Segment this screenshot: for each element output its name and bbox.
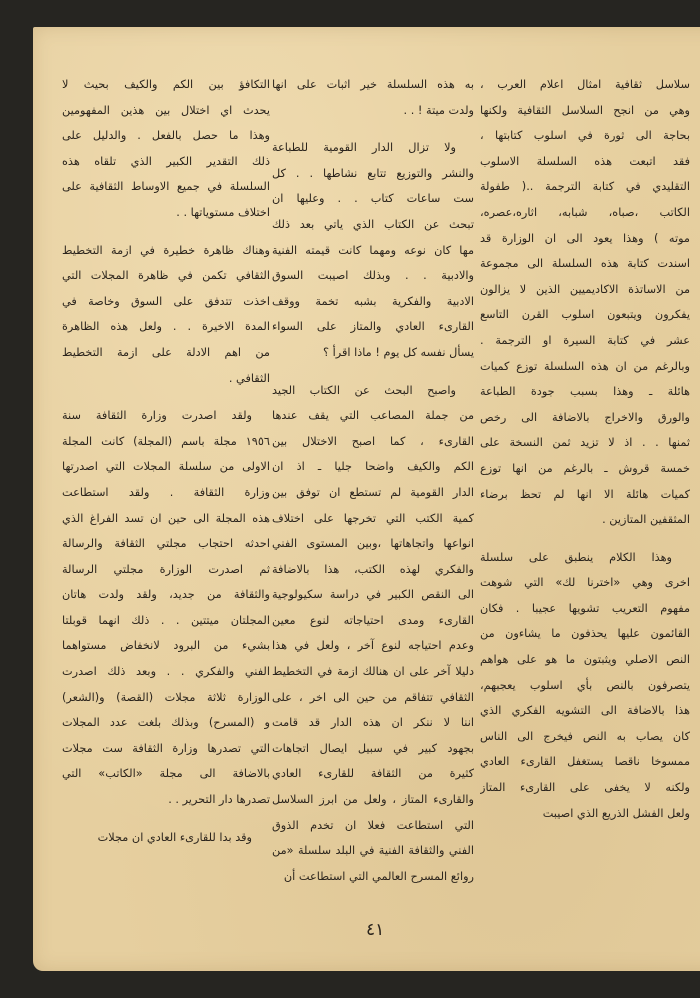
text-line: تصدرها دار التحرير . . [168, 793, 270, 807]
text-line: المجلتان ميتتين . . ذلك انهما قوبلتا [62, 613, 270, 627]
text-line: والورق والاخراج بالاضافة الى رخص [480, 410, 690, 424]
text-line: ثم اصدرت الوزارة مجلتي الرسالة [62, 562, 270, 576]
text-line: ست ساعات كتاب . . وعليها ان [272, 192, 474, 206]
text-line: بحاجة الى ثورة في اسلوب كتابتها ، [480, 129, 690, 143]
text-line: الى النقص الكبير في دراسة سكيولوجية [272, 588, 474, 602]
text-line: يفكرون ويتبعون اسلوب القرن التاسع [480, 308, 690, 322]
paragraph-gap [480, 533, 690, 545]
text-line: كان يصاب به النص فيخرج الى الناس [480, 729, 690, 743]
text-line: التي تصدرها وزارة الثقافة ست مجلات [62, 741, 270, 755]
text-line: الكاتب ،صباه، شبابه، اثاره،عصره، [480, 205, 690, 219]
text-line: القارىء العادي والمتاز على السواء [272, 320, 474, 334]
text-line: وزارة الثقافة . ولقد استطاعت [62, 485, 270, 499]
text-line: الفني والفكري . . وبعد ذلك اصدرت [62, 665, 270, 679]
text-column-right [480, 72, 690, 826]
text-line: الاولى من سلسلة المجلات التي اصدرتها [62, 460, 270, 474]
text-line: القائمون عليها يحذفون ما يشاءون من [480, 627, 690, 641]
text-line: الثقافي . [228, 371, 270, 385]
text-line: بجهود كبير في سبيل ايصال اتجاهات [272, 741, 474, 755]
text-line: خمسة قروش ـ بالرغم من انها توزع [480, 461, 690, 475]
text-line: المدة الاخيرة . . ولعل هذه الظاهرة [62, 320, 270, 334]
text-line: والثقافة من جديد، ولقد ولدت هاتان [62, 588, 270, 602]
paragraph [272, 72, 474, 123]
text-line: فقد اتبعت هذه السلسلة الاسلوب [480, 154, 690, 168]
text-line: ثمنها . . اذ لا تزيد ثمن النسخة على [480, 436, 690, 450]
text-line: تبحث عن الكتاب الذي ياتي بعد ذلك [272, 217, 474, 231]
text-line: يسأل نفسه كل يوم ! ماذا اقرأ ؟ [322, 345, 474, 359]
paragraph [62, 825, 270, 851]
text-line: السلسلة في جميع الاوساط الثقافية على [62, 180, 270, 194]
text-column-left [62, 72, 270, 850]
text-line: ولدت ميتة ! . . [403, 103, 474, 117]
paragraph [480, 545, 690, 827]
text-line: روائع المسرح العالمي التي استطاعت أن [283, 869, 474, 883]
paragraph [272, 135, 474, 365]
text-line: يتصرفون بالنص بأي اسلوب يعجبهم، [480, 678, 690, 692]
text-line: من اهم الادلة على ازمة التخطيط [62, 345, 270, 359]
text-line: التي استطاعت فعلا ان تخدم الذوق [272, 818, 474, 832]
paragraph-gap [62, 813, 270, 825]
text-line: كمية الكتب التي تخرجها على اختلاف [272, 511, 474, 525]
text-line: الفني والثقافة الفنية في البلد سلسلة «من [272, 844, 474, 858]
text-line: القارىء ومدى احتياجاته لنوع معين [272, 613, 474, 627]
text-line: الادبية والفكرية بشبه تخمة ووقف [272, 294, 474, 308]
paragraph [480, 72, 690, 533]
text-line: المثقفين المتازين . [602, 513, 690, 527]
text-line: ولا تزال الدار القومية للطباعة [272, 141, 456, 155]
text-line: ذلك التقدير الكبير الذي تلقاه هذه [62, 154, 270, 168]
text-line: انواعها واتجاهاتها ،وبين المستوى الفني [272, 537, 474, 551]
text-line: مفهوم التعريب تشويها عجيبا . فكان [480, 601, 690, 615]
text-line: هائلة ـ وهذا بسبب جودة الطباعة [480, 385, 690, 399]
text-line: اسندت كتابة هذه السلسلة الى مجموعة [480, 257, 690, 271]
text-line: والنشر والتوزيع تتابع نشاطها . . كل [272, 166, 474, 180]
paragraph [62, 238, 270, 392]
text-line: وهناك ظاهرة خطيرة في ازمة التخطيط [62, 243, 270, 257]
paragraph-gap [62, 226, 270, 238]
text-line: عشر في كتابة السيرة او الترجمة . [480, 333, 690, 347]
text-line: كميات هائلة الا انها لم تحظ برضاء [480, 487, 690, 501]
text-line: الوزارة ثلاثة مجلات (القصة) و(الشعر) [62, 690, 270, 704]
text-line: اخذت تتدفق على السوق وخاصة في [62, 294, 270, 308]
text-line: وهي من انجح السلاسل الثقافية ولكنها [480, 103, 690, 117]
text-line: الكم والكيف واضحا جليا ـ اذ ان [272, 460, 474, 474]
text-line: النص الاصلي ويثبتون ما هو على هواهم [480, 653, 690, 667]
text-line: به هذه السلسلة خير اثبات على انها [272, 78, 474, 91]
text-line: واصبح البحث عن الكتاب الجيد [272, 383, 456, 397]
text-line: من الاساتذة الاكاديميين الذين لا يزالون [480, 282, 690, 296]
text-line: سلاسل ثقافية امثال اعلام العرب ، [480, 78, 690, 91]
text-line: اخرى وهي «اخترنا لك» التي شوهت [480, 576, 690, 590]
text-line: مها كان نوعه ومهما كانت قيمته الفنية [272, 243, 474, 257]
text-line: التكافؤ بين الكم والكيف بحيث لا [62, 78, 270, 91]
paragraph [272, 378, 474, 890]
text-line: اننا لا ننكر ان هذه الدار قد قامت [272, 716, 474, 730]
text-line: بالاضافة الى مجلة «الكاتب» التي [62, 767, 270, 781]
paragraph-gap [62, 391, 270, 403]
paragraph-gap [272, 366, 474, 378]
text-line: بشيء من البرود لانخفاض مستواهما [62, 639, 270, 653]
text-line: ولعل الفشل الذريع الذي اصيبت [542, 806, 690, 820]
text-line: ممسوخا ناقصا يستغفل القارىء العادي [480, 755, 690, 769]
text-line: والادبية . . وبذلك اصيبت السوق [272, 269, 474, 283]
text-line: وقد بدا للقارىء العادي ان مجلات [97, 830, 252, 844]
text-line: ولكنه لا يخفى على القارىء المتاز [480, 781, 690, 795]
text-line: وهذا ما حصل بالفعل . والدليل على [62, 129, 270, 143]
text-line: ١٩٥٦ مجلة باسم (المجلة) كانت المجلة [62, 434, 270, 448]
paragraph-gap [272, 123, 474, 135]
text-line: الثقافي تكمن في ظاهرة المجلات التي [62, 269, 270, 283]
text-line: الدار القومية لم تستطع ان توفق بين [272, 485, 474, 499]
text-line: ولقد اصدرت وزارة الثقافة سنة [62, 409, 252, 423]
text-line: كثيرة من الثقافة للقارىء العادي [272, 767, 474, 781]
text-line: وعدم احتياجه لنوع آخر ، ولعل في هذا [272, 639, 474, 653]
text-line: التقليدي في كتابة الترجمة ..( طفولة [480, 180, 690, 194]
text-line: هذه المجلة الى حين ان تسد الفراغ الذي [62, 511, 270, 525]
text-line: يحدث اي اختلال بين هذين المفهومين [62, 103, 270, 117]
text-line: والقارىء المتاز ، ولعل من ابرز السلاسل [272, 793, 474, 807]
text-line: وهذا الكلام ينطبق على سلسلة [480, 550, 672, 564]
text-line: و (المسرح) وبذلك بلغت عدد المجلات [62, 716, 270, 730]
text-line: اختلاف مستوياتها . . [176, 205, 270, 219]
text-line: موته ) وهذا يعود الى ان الوزارة قد [480, 231, 690, 245]
text-line: دليلا آخر على ان هنالك ازمة في التخطيط [272, 665, 474, 679]
paragraph [62, 403, 270, 813]
text-column-middle [272, 72, 474, 889]
text-line: من جملة المصاعب التي يقف عندها [272, 409, 474, 423]
text-line: احدثه احتجاب مجلتي الثقافة والرسالة [62, 537, 270, 551]
text-line: هذا بالاضافة الى التشويه الفكري الذي [480, 704, 690, 718]
text-line: القارىء ، كما اصبح الاختلال بين [272, 434, 474, 448]
page-number: ٤١ [366, 920, 385, 940]
text-line: والفكري لهذه الكتب، هذا بالاضافة [272, 562, 474, 576]
text-line: وبالرغم من ان هذه السلسلة توزع كميات [480, 359, 690, 373]
paragraph [62, 72, 270, 226]
text-line: الثقافي تتفاقم من حين الى اخر ، على [272, 690, 474, 704]
